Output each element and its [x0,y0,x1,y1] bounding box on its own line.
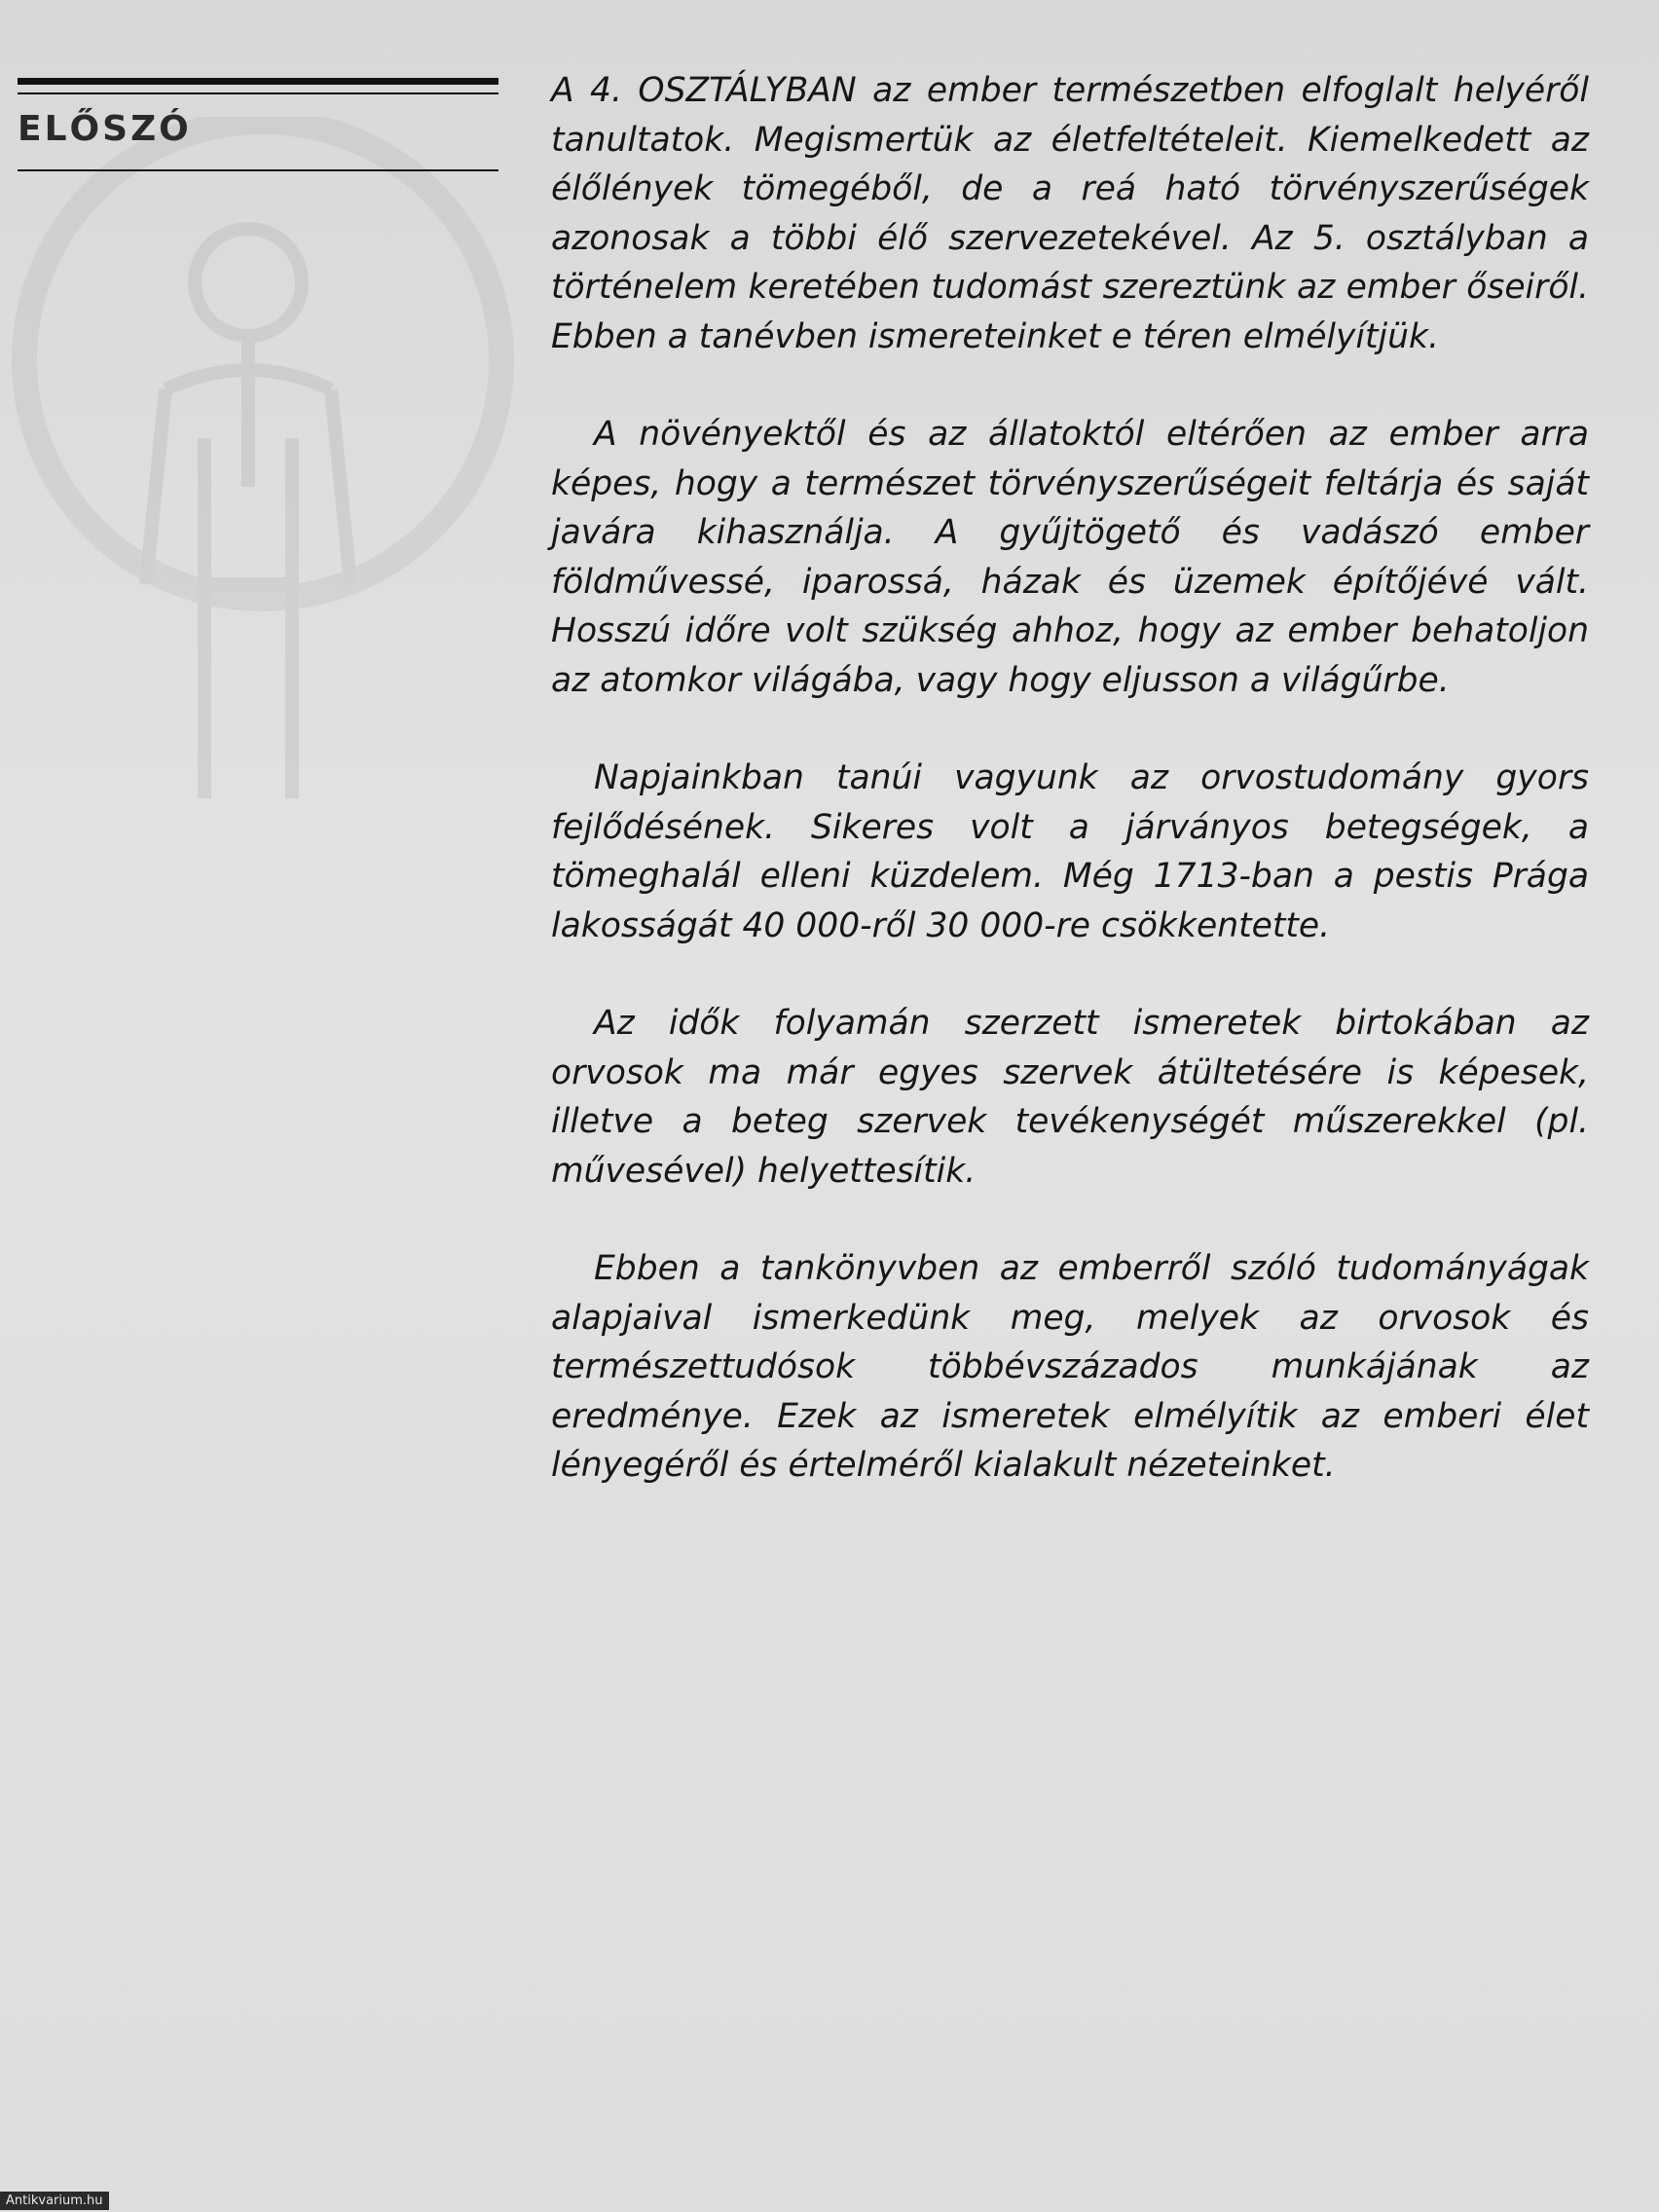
human-figure-watermark-icon [0,117,545,818]
title-rule-bottom [18,169,498,171]
paragraph-2: A növényektől és az állatoktól eltérően az ember arra képes, hogy a természet törvényszerűségeit feltárja és saját javára kihasználja. A gyűjtögető és vadászó ember földművessé, iparossá, házak és üzemek építőjévé vált. Hosszú időre volt szükség ahhoz, hogy az ember behatoljon az atomkor világába, vagy hogy eljusson a világűrbe. [551,415,1589,700]
source-credit: Antikvarium.hu [0,2192,109,2210]
foreword-body [551,66,1589,1539]
paragraph-3: Napjainkban tanúi vagyunk az orvostudomány gyors fejlődésének. Sikeres volt a járványos betegségek, a tömeghalál elleni küzdelem. Még 1713-ban a pestis Prága lakosságát 40 000-ről 30 000-re csökkentette. [551,758,1589,945]
section-title: ELŐSZÓ [18,109,192,149]
paragraph-5: Ebben a tankönyvben az emberről szóló tudományágak alapjaival ismerkedünk meg, melyek az orvosok és természettudósok többévszázados munkájának az eredménye. Ezek az ismeretek elmélyítik az emberi élet lényegéről és értelméről kialakult nézeteinket. [551,1249,1589,1485]
title-rule-thick [18,78,498,85]
paragraph-4: Az idők folyamán szerzett ismeretek birtokában az orvosok ma már egyes szervek átültetésére is képesek, illetve a beteg szervek tevékenységét műszerekkel (pl. művesével) helyettesítik. [551,1004,1589,1191]
paragraph-1: A 4. OSZTÁLYBAN az ember természetben elfoglalt helyéről tanultatok. Megismertük az életfeltételeit. Kiemelkedett az élőlények tömegéből, de a reá ható törvényszerűségek azonosak a többi élő szervezetekével. Az 5. osztályban a történelem keretében tudomást szereztünk az ember őseiről. Ebben a tanévben ismereteinket e téren elmélyítjük. [551,71,1589,356]
title-rule-thin [18,92,498,94]
